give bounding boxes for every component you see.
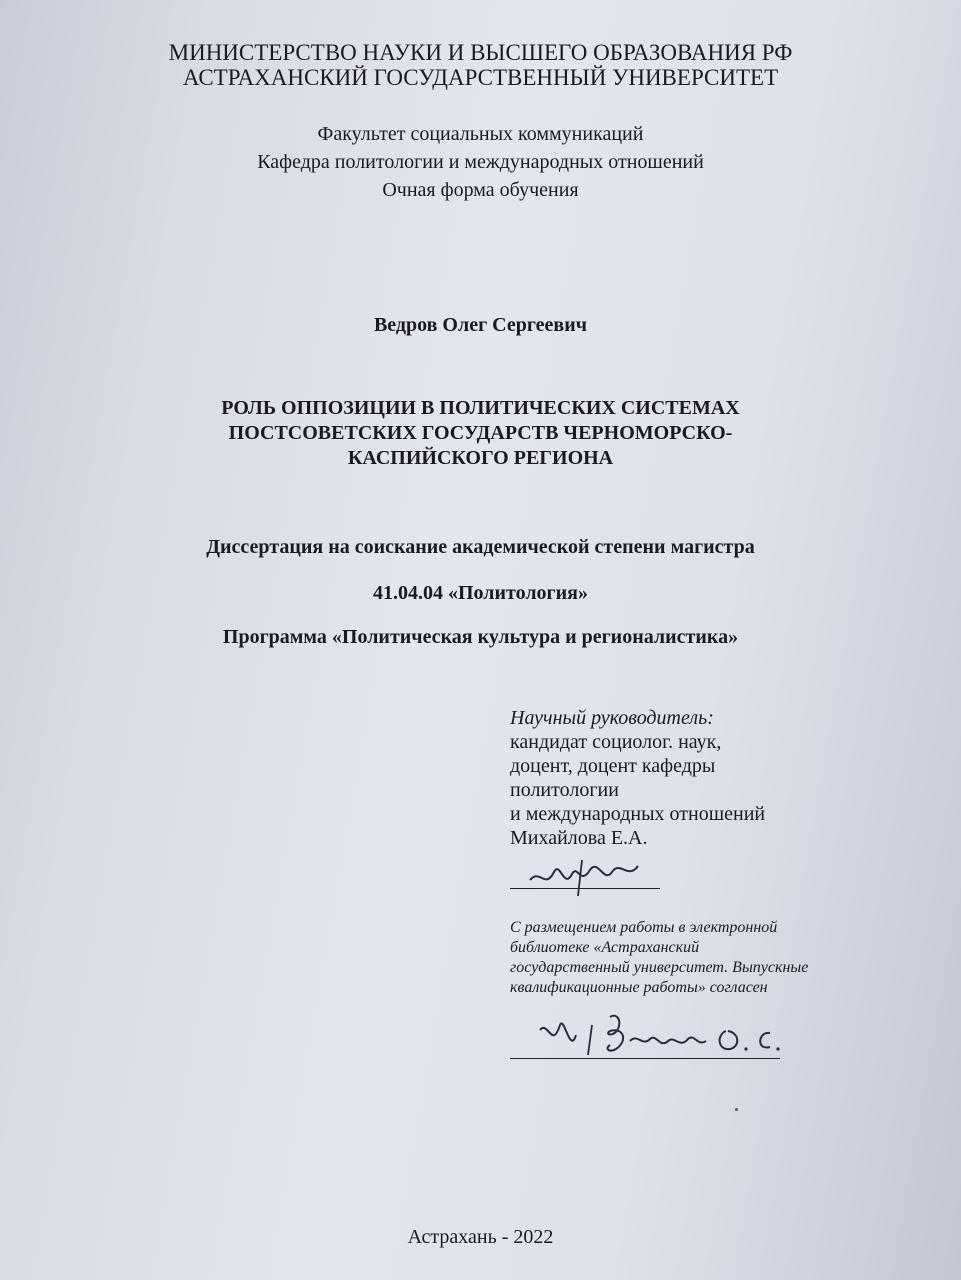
supervisor-line: доцент, доцент кафедры (510, 755, 716, 777)
author-name: Ведров Олег Сергеевич (373, 314, 588, 336)
paper-speck (735, 1108, 738, 1111)
consent-line: библиотеке «Астраханский (510, 939, 700, 956)
faculty-name: Факультет социальных коммуникаций (317, 123, 644, 145)
city-year: Астрахань - 2022 (407, 1226, 554, 1248)
faculty-block (0, 120, 961, 204)
title-line: ПОСТСОВЕТСКИХ ГОСУДАРСТВ ЧЕРНОМОРСКО- (228, 422, 733, 444)
supervisor-block (510, 706, 765, 850)
university-name: АСТРАХАНСКИЙ ГОСУДАРСТВЕННЫЙ УНИВЕРСИТЕТ (182, 65, 779, 90)
department-name: Кафедра политологии и международных отношений (257, 151, 704, 173)
consent-statement (510, 918, 890, 998)
supervisor-line: кандидат социолог. наук, (510, 731, 722, 753)
supervisor-label: Научный руководитель: (510, 707, 714, 729)
thesis-title (0, 396, 961, 471)
supervisor-signature (520, 850, 660, 900)
supervisor-line: политологии (510, 779, 619, 801)
specialty-code: 41.04.04 «Политология» (373, 582, 588, 604)
title-line: КАСПИЙСКОГО РЕГИОНА (347, 447, 614, 469)
ministry-header (0, 40, 961, 90)
supervisor-line: Михайлова Е.А. (510, 827, 648, 849)
title-line: РОЛЬ ОППОЗИЦИИ В ПОЛИТИЧЕСКИХ СИСТЕМАХ (221, 397, 740, 419)
supervisor-line: и международных отношений (510, 803, 766, 825)
degree-statement: Диссертация на соискание академической степени магистра (206, 536, 755, 558)
ministry-name: МИНИСТЕРСТВО НАУКИ И ВЫСШЕГО ОБРАЗОВАНИЯ РФ (168, 40, 793, 65)
program-name: Программа «Политическая культура и регионалистика» (222, 626, 739, 648)
consent-line: квалификационные работы» согласен (510, 979, 768, 996)
consent-line: С размещением работы в электронной (510, 919, 778, 936)
study-form: Очная форма обучения (382, 179, 579, 201)
author-signature (530, 1005, 800, 1065)
consent-line: государственный университет. Выпускные (510, 959, 809, 976)
